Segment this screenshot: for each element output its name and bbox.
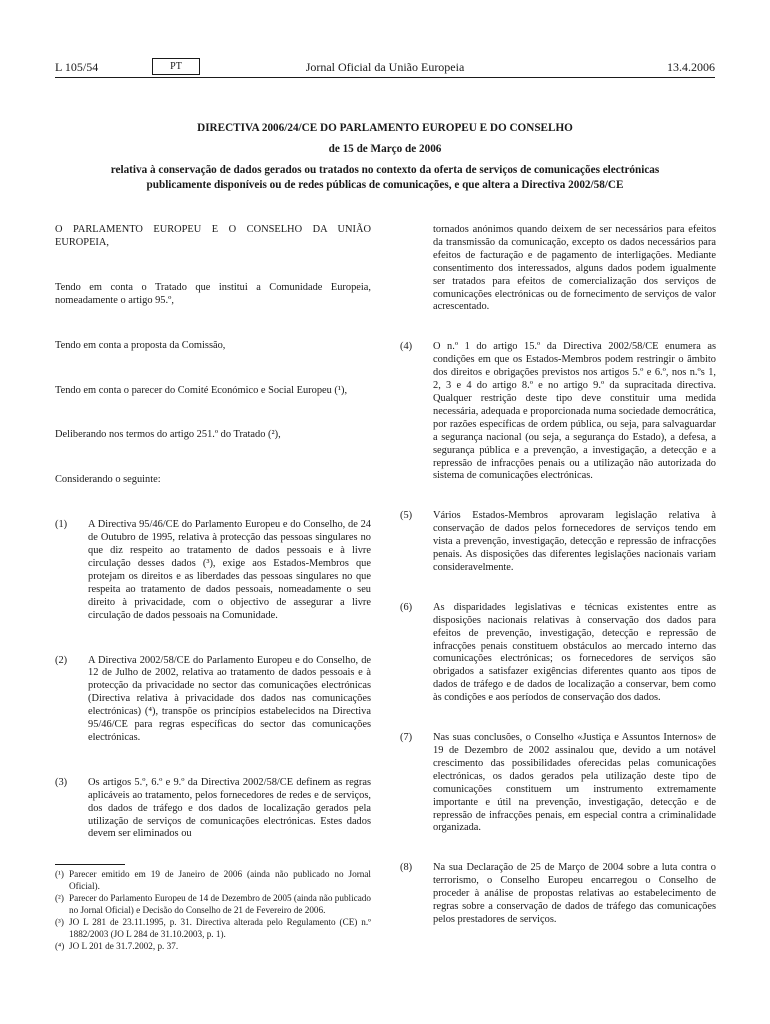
recital bbox=[55, 519, 371, 622]
preamble-opinion: Tendo em conta o parecer do Comité Económico e Social Europeu (¹), bbox=[55, 384, 348, 396]
right-column bbox=[400, 224, 716, 927]
footnote-number: (⁴) bbox=[55, 941, 65, 951]
recital-text: O n.º 1 do artigo 15.º da Directiva 2002/58/CE enumera as condições em que os Estados-Membros podem restringir o âmbito dos direitos e obrigações previstos nos artigos 5.º e 6.º, nos n.ºs 1, 2, 3 e 4 do artigo 8.º e no artigo 9.º da supracitada directiva. Qualquer restrição deste tipo deve constituir uma medida necessária, adequada e proporcionada numa sociedade democrática, por razões específicas de ordem pública, ou seja, para salvaguardar a segurança nacional (ou seja, a segurança do Estado), a defesa, a segurança pública e a prevenção, a investigação, a detecção e a repressão de infracções penais ou a utilização não autorizada do sistema de comunicações electrónicas. bbox=[433, 341, 716, 482]
recital-text: A Directiva 2002/58/CE do Parlamento Europeu e do Conselho, de 12 de Julho de 2002, relativa ao tratamento de dados pessoais e à protecção da privacidade no sector das comunicações electrónicas (Directiva relativa à privacidade dos dados nas comunicações electrónicas) (⁴), transpõe os princípios estabelecidos na Directiva 95/46/CE para regras específicas do sector das comunicações electrónicas. bbox=[88, 654, 371, 743]
document-title bbox=[55, 121, 715, 193]
journal-name: Jornal Oficial da União Europeia bbox=[305, 60, 465, 74]
publication-date: 13.4.2006 bbox=[667, 60, 715, 74]
directive-title: DIRECTIVA 2006/24/CE DO PARLAMENTO EUROPEU E DO CONSELHO bbox=[197, 122, 573, 134]
recital-number: (3) bbox=[55, 776, 68, 788]
preamble-treaty: Tendo em conta o Tratado que institui a Comunidade Europeia, nomeadamente o artigo 95.º, bbox=[55, 281, 371, 306]
recital-text: Vários Estados-Membros aprovaram legislação relativa à conservação de dados pelos fornecedores de serviços tendo em vista a prevenção, investigação, detecção e repressão de infracções penais. As disposições das diferentes legislações nacionais variam consideravelmente. bbox=[433, 510, 716, 573]
recital-text: A Directiva 95/46/CE do Parlamento Europeu e do Conselho, de 24 de Outubro de 1995, relativa à protecção das pessoas singulares no que diz respeito ao tratamento de dados pessoais e à livre circulação desses dados (³), exige aos Estados-Membros que protejam os direitos e as liberdades das pessoas singulares no que respeita ao tratamento de dados pessoais, nomeadamente o seu direito à privacidade, com o objectivo de assegurar a livre circulação de dados pessoais na Comunidade. bbox=[88, 519, 371, 621]
page-reference: L 105/54 bbox=[55, 60, 99, 74]
recital-number: (7) bbox=[400, 732, 413, 744]
recital bbox=[400, 862, 716, 927]
recital bbox=[55, 655, 371, 745]
footnote bbox=[55, 869, 371, 892]
footnote-text: JO L 201 de 31.7.2002, p. 37. bbox=[69, 941, 179, 951]
left-column bbox=[55, 224, 371, 841]
recital-text: Os artigos 5.º, 6.º e 9.º da Directiva 2002/58/CE definem as regras aplicáveis ao tratamento, pelos fornecedores de redes e de serviços, dos dados de tráfego e dos dados de localização gerados pela utilização de serviços de comunicações electrónicas. Estes dados devem ser eliminados ou bbox=[88, 776, 371, 840]
recital-number: (6) bbox=[400, 601, 413, 613]
preamble-proposal: Tendo em conta a proposta da Comissão, bbox=[55, 339, 226, 351]
language-badge: PT bbox=[152, 58, 200, 75]
footnote bbox=[55, 941, 371, 953]
recital bbox=[400, 341, 716, 483]
footnote bbox=[55, 917, 371, 940]
footnote-number: (²) bbox=[55, 893, 64, 903]
footnote-rule bbox=[55, 864, 125, 865]
recital-number: (8) bbox=[400, 862, 413, 874]
footnote-number: (³) bbox=[55, 917, 64, 927]
recital bbox=[400, 510, 716, 575]
recital bbox=[55, 777, 371, 842]
recital-continuation: tornados anónimos quando deixem de ser necessários para efeitos da transmissão da comunicação, excepto os dados necessários para efeitos de facturação e de pagamento de interligações. Mediante consentimento dos interessados, alguns dados podem igualmente ser tratados para efeitos de comercialização dos serviços de comunicações electrónicas ou de fornecimento de serviços de valor acrescentado. bbox=[433, 224, 716, 313]
recital-number: (4) bbox=[400, 341, 413, 353]
recital-text: Na sua Declaração de 25 de Março de 2004 sobre a luta contra o terrorismo, o Conselho Europeu encarregou o Conselho de proceder à análise de propostas relativas ao estabelecimento de regras sobre a conservação de dados de tráfego das comunicações pelos prestadores de serviços. bbox=[433, 862, 716, 925]
recital bbox=[400, 602, 716, 705]
footnote-text: Parecer do Parlamento Europeu de 14 de Dezembro de 2005 (ainda não publicado no Jornal Oficial) e Decisão do Conselho de 21 de Fevereiro de 2006. bbox=[69, 893, 371, 915]
recital-text: Nas suas conclusões, o Conselho «Justiça e Assuntos Internos» de 19 de Dezembro de 2002 assinalou que, devido a um notável crescimento das possibilidades oferecidas pelas comunicações electrónicas, os dados gerados pela utilização deste tipo de comunicações constituem um instrumento extremamente importante e útil na prevenção, investigação, detecção e de repressão de infracções penais, em especial contra a criminalidade organizada. bbox=[433, 732, 716, 834]
recital bbox=[400, 732, 716, 835]
footnote-text: Parecer emitido em 19 de Janeiro de 2006 (ainda não publicado no Jornal Oficial). bbox=[69, 869, 371, 891]
recital-number: (2) bbox=[55, 654, 68, 666]
footnote-number: (¹) bbox=[55, 869, 64, 879]
footnotes bbox=[55, 864, 371, 954]
recital-number: (5) bbox=[400, 510, 413, 522]
preamble-procedure: Deliberando nos termos do artigo 251.º do Tratado (²), bbox=[55, 429, 281, 441]
directive-date: de 15 de Março de 2006 bbox=[328, 143, 442, 155]
recital-number: (1) bbox=[55, 519, 68, 531]
header-rule bbox=[55, 77, 715, 78]
preamble-authors: O PARLAMENTO EUROPEU E O CONSELHO DA UNIÃO EUROPEIA, bbox=[55, 224, 371, 248]
page-header bbox=[55, 58, 715, 80]
recital-text: As disparidades legislativas e técnicas existentes entre as disposições nacionais relativas à conservação dos dados para efeitos de prevenção, investigação, detecção e repressão de infracções penais constituem obstáculos ao mercado interno das comunicações electrónicas; os fornecedores de serviços são obrigados a satisfazer exigências diferentes quanto aos tipos de dados de tráfego e de dados de localização a conservar, bem como às condições e aos períodos de conservação dos dados. bbox=[433, 601, 716, 704]
directive-subject: relativa à conservação de dados gerados ou tratados no contexto da oferta de serviços de comunicações electrónicas publicamente disponíveis ou de redes públicas de comunicações, e que altera a Directiva 2002/58/CE bbox=[110, 164, 660, 191]
preamble-whereas: Considerando o seguinte: bbox=[55, 474, 161, 486]
footnote bbox=[55, 893, 371, 916]
footnote-text: JO L 281 de 23.11.1995, p. 31. Directiva alterada pelo Regulamento (CE) n.º 1882/2003 (JO L 284 de 31.10.2003, p. 1). bbox=[69, 917, 371, 939]
